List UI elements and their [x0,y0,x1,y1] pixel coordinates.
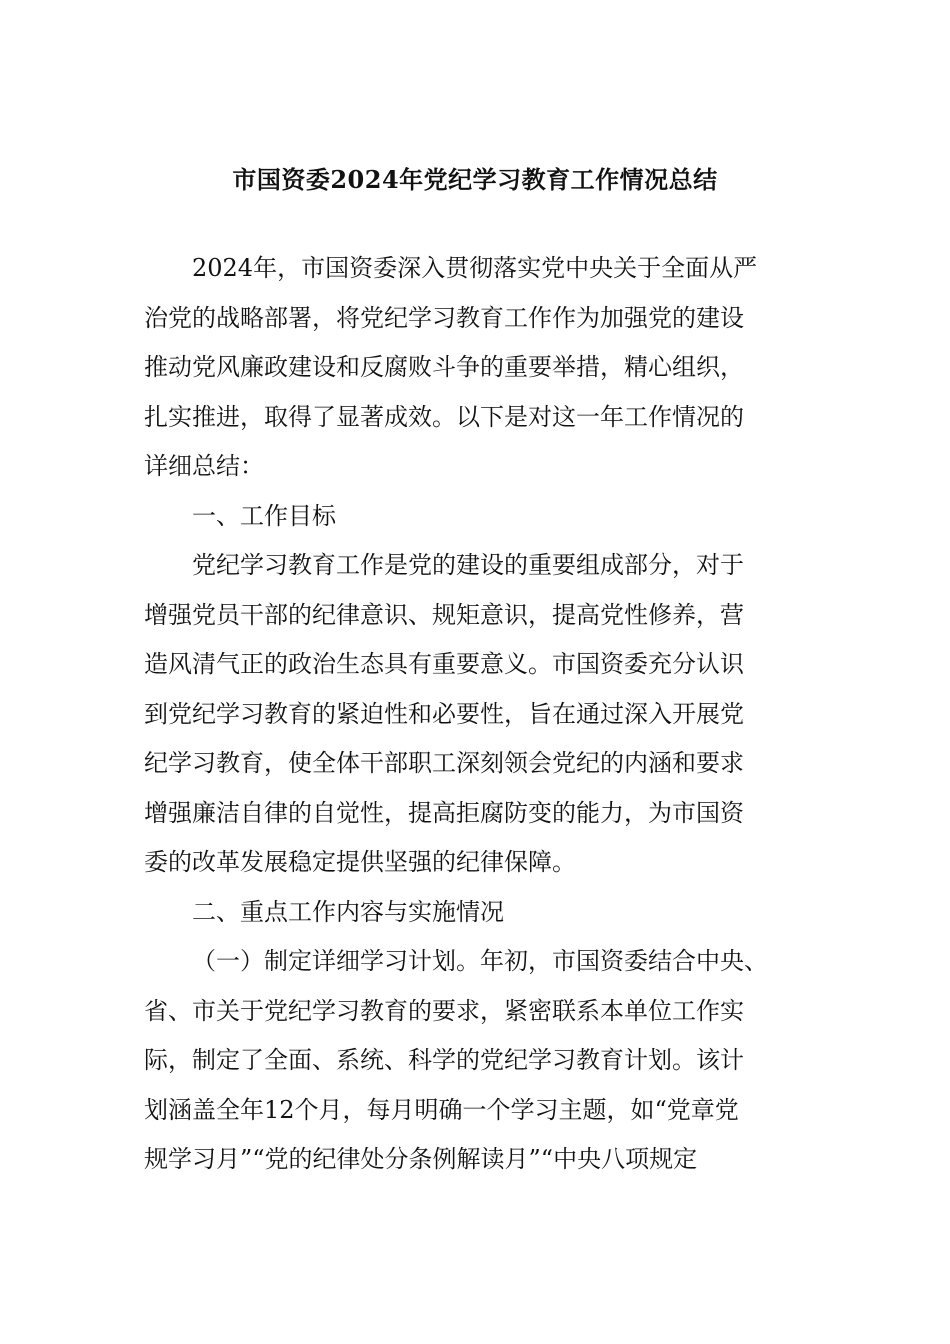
paragraph-line: 规学习月”“党的纪律处分条例解读月”“中央八项规定 [144,1145,698,1173]
paragraph-line: 省、市关于党纪学习教育的要求，紧密联系本单位工作实 [144,996,744,1025]
section-heading: 二、重点工作内容与实施情况 [192,897,504,926]
paragraph-line: 造风清气正的政治生态具有重要意义。市国资委充分认识 [144,650,744,678]
paragraph-line: 际，制定了全面、系统、科学的党纪学习教育计划。该计 [144,1046,744,1074]
paragraph-line: 到党纪学习教育的紧迫性和必要性，旨在通过深入开展党 [144,699,744,728]
paragraph-line: 增强廉洁自律的自觉性，提高拒腐防变的能力，为市国资 [144,798,744,827]
paragraph-line: 详细总结： [144,452,264,480]
paragraph-line: 纪学习教育，使全体干部职工深刻领会党纪的内涵和要求 [144,749,744,777]
paragraph-line: 划涵盖全年12个月，每月明确一个学习主题，如“党章党 [144,1095,739,1124]
section-heading: 一、工作目标 [192,501,336,530]
paragraph-line: 委的改革发展稳定提供坚强的纪律保障。 [144,848,576,876]
paragraph-line: 党纪学习教育工作是党的建设的重要组成部分，对于 [192,551,744,579]
paragraph-line: 增强党员干部的纪律意识、规矩意识，提高党性修养，营 [144,600,744,629]
document-title: 市国资委2024年党纪学习教育工作情况总结 [232,165,718,194]
paragraph-line: 2024年，市国资委深入贯彻落实党中央关于全面从严 [192,254,758,282]
paragraph-line: 扎实推进，取得了显著成效。以下是对这一年工作情况的 [144,402,744,431]
paragraph-line: 推动党风廉政建设和反腐败斗争的重要举措，精心组织， [144,353,744,381]
paragraph-line: 治党的战略部署，将党纪学习教育工作作为加强党的建设 [144,303,744,332]
document-body [144,244,806,1185]
paragraph-line: （一）制定详细学习计划。年初，市国资委结合中央、 [192,947,768,975]
